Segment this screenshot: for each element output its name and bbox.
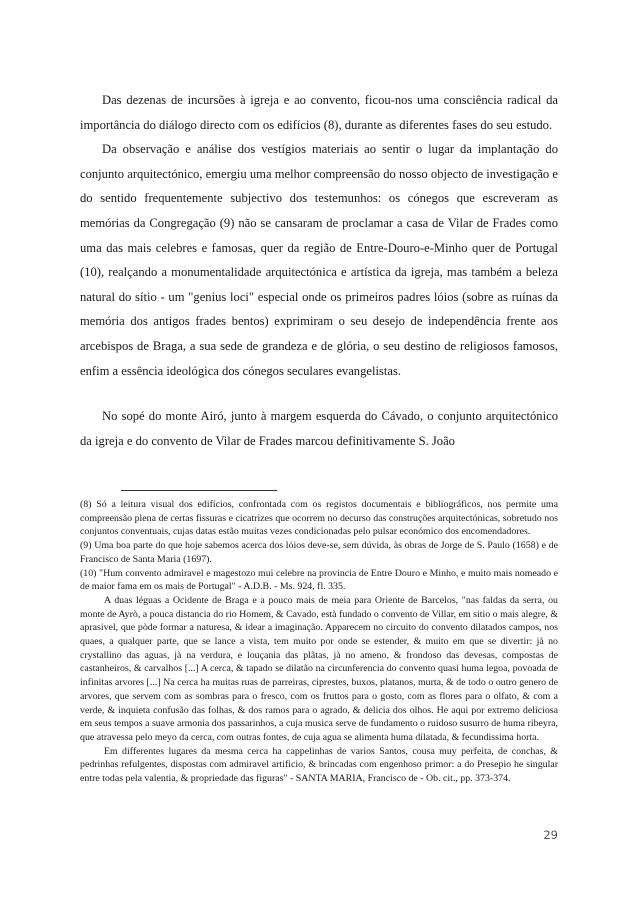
main-text: [80, 88, 558, 453]
footnote-separator: [121, 490, 277, 491]
paragraph-1: Das dezenas de incursões à igreja e ao convento, ficou-nos uma consciência radical da importância do diálogo directo com os edifícios (8), durante as diferentes fases do seu estudo.: [80, 93, 558, 132]
page-number: 29: [543, 828, 558, 842]
footnote-8: (8) Só a leitura visual dos edifícios, confrontada com os registos documentais e bibliográficos, nos permite uma compreensão plena de certas fissuras e cicatrizes que ocorrem no decurso das construções arquitectónicas, sobretudo nos conjuntos conventuais, cujas datas estão muitas vezes condicionadas pelo pulsar económico dos encomendadores.: [80, 499, 558, 538]
footnote-10: (10) "Hum convento admiravel e magestozo mui celebre na provincia de Entre Douro e Minho, e muito mais nomeado e de maior fama em os mais de Portugal" - A.D.B. - Ms. 924, fl. 335.: [80, 567, 558, 593]
footnote-9: (9) Uma boa parte do que hoje sabemos acerca dos lóios deve-se, sem dúvida, às obras de Jorge de S. Paulo (1658) e de Francisco de Santa Maria (1697).: [80, 540, 558, 565]
paragraph-3: No sopé do monte Airó, junto à margem esquerda do Cávado, o conjunto arquitectónico da igreja e do convento de Vilar de Frades marcou definitivamente S. João: [80, 409, 558, 448]
footnote-quote-1: A duas léguas a Ocidente de Braga e a pouco mais de meia para Oriente de Barcelos, "nas faldas da serra, ou monte de Ayrò, a pouca distancia do rio Homem, & Cavado, està fundado o convento de Villar, em sitio o mais alegre, & aprasivel, que pòde formar a naturesa, & idear a imaginação. Apparecem no circuito do convento dilatados campos, nos quaes, a qualquer parte, que se lance a vista, tem muito por onde se estender, & muito em que se divertir: jà no crystallino das aguas, jà na verdura, e louçania das plãtas, jà no ameno, & frondoso das devesas, compostas de castanheiros, & carvalhos [...] A cerca, & tapado se dilatão na circunferencia do convento quasi huma legoa, povoada de infinitas arvores [...] Na cerca ha muitas ruas de parreiras, ciprestes, buxos, platanos, murta, & de todo o outro genero de arvores, que servem com as sombras para o fresco, com os fruttos para o gosto, com as flores para o olfato, & com a verde, & inquieta confusão das folhas, & dos ramos para o agrado, & delicia dos olhos. He aqui por extremo deliciosa em seus tempos a suave armonia dos passarinhos, a cuja musica serve de fundamento o ruidoso susurro de huma ribeyra, que atravessa pelo meyo da cerca, com outras fontes, de cuja agua se alimenta huma dilatada, & fecundissima horta.: [80, 594, 558, 743]
paragraph-2: Da observação e análise dos vestígios materiais ao sentir o lugar da implantação do conjunto arquitectónico, emergiu uma melhor compreensão do nosso objecto de investigação e do sentido frequentemente subjectivo dos testemunhos: os cónegos que escreveram as memórias da Congregação (9) não se cansaram de proclamar a casa de Vilar de Frades como uma das mais celebres e famosas, quer da região de Entre-Douro-e-Minho quer de Portugal (10), realçando a monumentalidade arquitectónica e artística da igreja, mas também a beleza natural do sítio - um "genius loci" especial onde os primeiros padres lóios (sobre as ruínas da memória dos antigos frades bentos) exprimiram o seu desejo de independência frente aos arcebispos de Braga, a sua sede de grandeza e de glória, o seu destino de religiosos famosos, enfim a essência ideológica dos cónegos seculares evangelistas.: [80, 142, 558, 378]
footnotes: [80, 498, 558, 786]
footnote-quote-2: Em differentes lugares da mesma cerca ha cappelinhas de varios Santos, cousa muy perfeita, de conchas, & pedrinhas refulgentes, dispostas com admiravel artificio, & brincadas com engenhoso primor: a do Presepio he singular entre todas pela valentia, & propriedade das figuras" - SANTA MARIA, Francisco de - Ob. cit., pp. 373-374.: [80, 745, 558, 785]
